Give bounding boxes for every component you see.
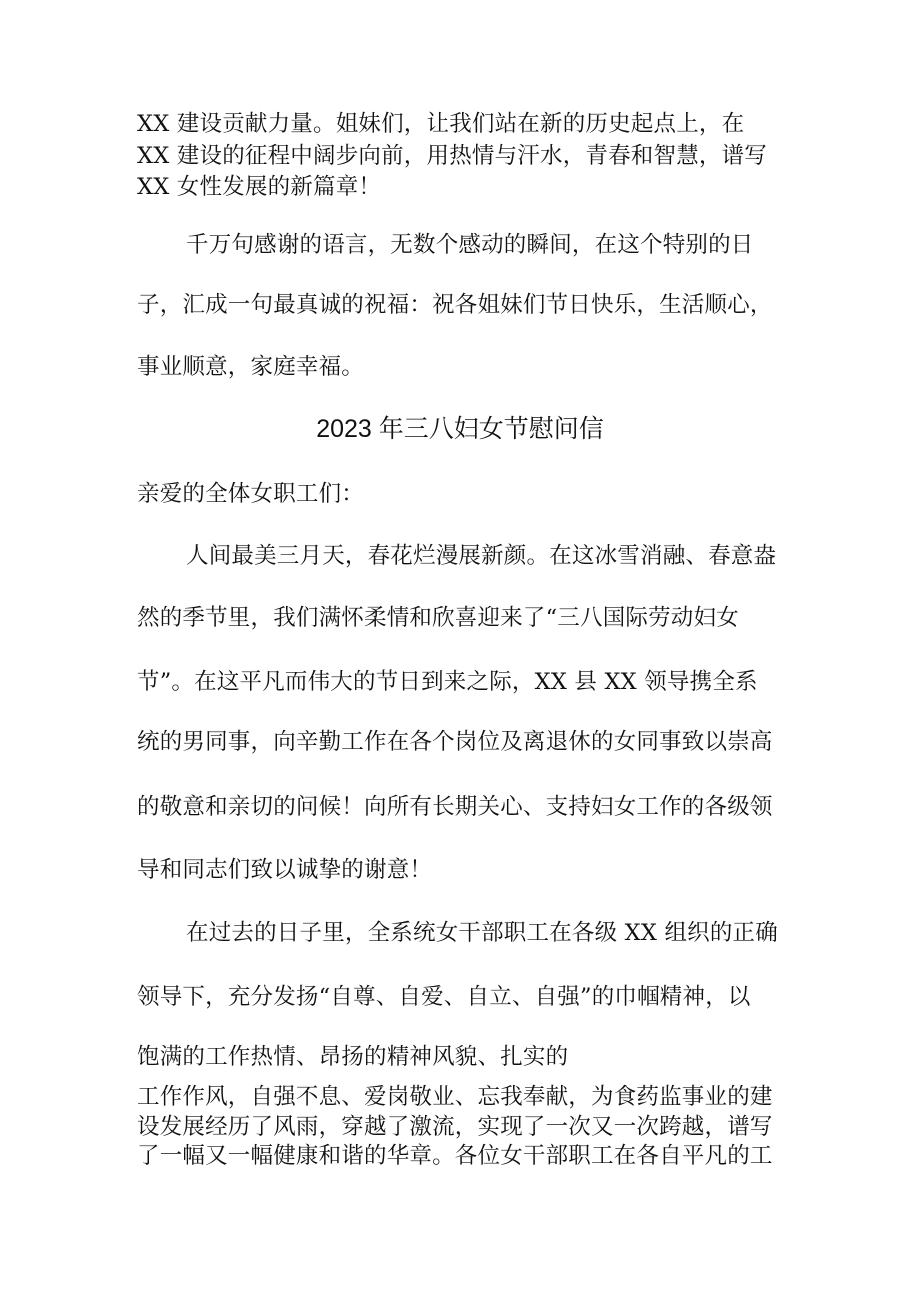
body-text-line: 然的季节里，我们满怀柔情和欣喜迎来了“三八国际劳动妇女 (137, 605, 739, 631)
body-text-line: 子，汇成一句最真诚的祝福：祝各姐妹们节日快乐，生活顺心， (137, 292, 773, 318)
body-text-line: 的敬意和亲切的问候！向所有长期关心、支持妇女工作的各级领 (137, 794, 773, 820)
body-text-line: 在过去的日子里，全系统女干部职工在各级 XX 组织的正确 (186, 920, 778, 946)
body-text-line: 节”。在这平凡而伟大的节日到来之际，XX 县 XX 领导携全系 (137, 669, 758, 695)
letter-title: 2023 年三八妇女节慰问信 (316, 415, 604, 443)
body-text-line: XX 建设贡献力量。姐妹们，让我们站在新的历史起点上，在 (137, 111, 745, 137)
body-text-line: XX 女性发展的新篇章！ (137, 174, 382, 200)
body-text-line: 导和同志们致以诚挚的谢意！ (137, 857, 433, 883)
body-text-line: 领导下，充分发扬“自尊、自爱、自立、自强”的巾帼精神，以 (137, 984, 751, 1010)
salutation: 亲爱的全体女职工们： (137, 481, 365, 507)
body-text-line: 人间最美三月天，春花烂漫展新颜。在这冰雪消融、春意盎 (186, 543, 777, 569)
body-text-line: 事业顺意，家庭幸福。 (137, 354, 365, 380)
body-text-line: 饱满的工作热情、昂扬的精神风貌、扎实的 (137, 1044, 569, 1070)
body-text-line: 统的男同事，向辛勤工作在各个岗位及离退休的女同事致以崇高 (137, 729, 773, 755)
body-text-line: 了一幅又一幅健康和谐的华章。各位女干部职工在各自平凡的工 (137, 1143, 773, 1169)
body-text-line: 设发展经历了风雨，穿越了激流，实现了一次又一次跨越，谱写 (137, 1114, 773, 1140)
body-text-line: 千万句感谢的语言，无数个感动的瞬间，在这个特别的日 (186, 232, 754, 258)
body-text-line: 工作作风，自强不息、爱岗敬业、忘我奉献，为食药监事业的建 (137, 1084, 773, 1110)
body-text-line: XX 建设的征程中阔步向前，用热情与汗水，青春和智慧，谱写 (137, 143, 767, 169)
